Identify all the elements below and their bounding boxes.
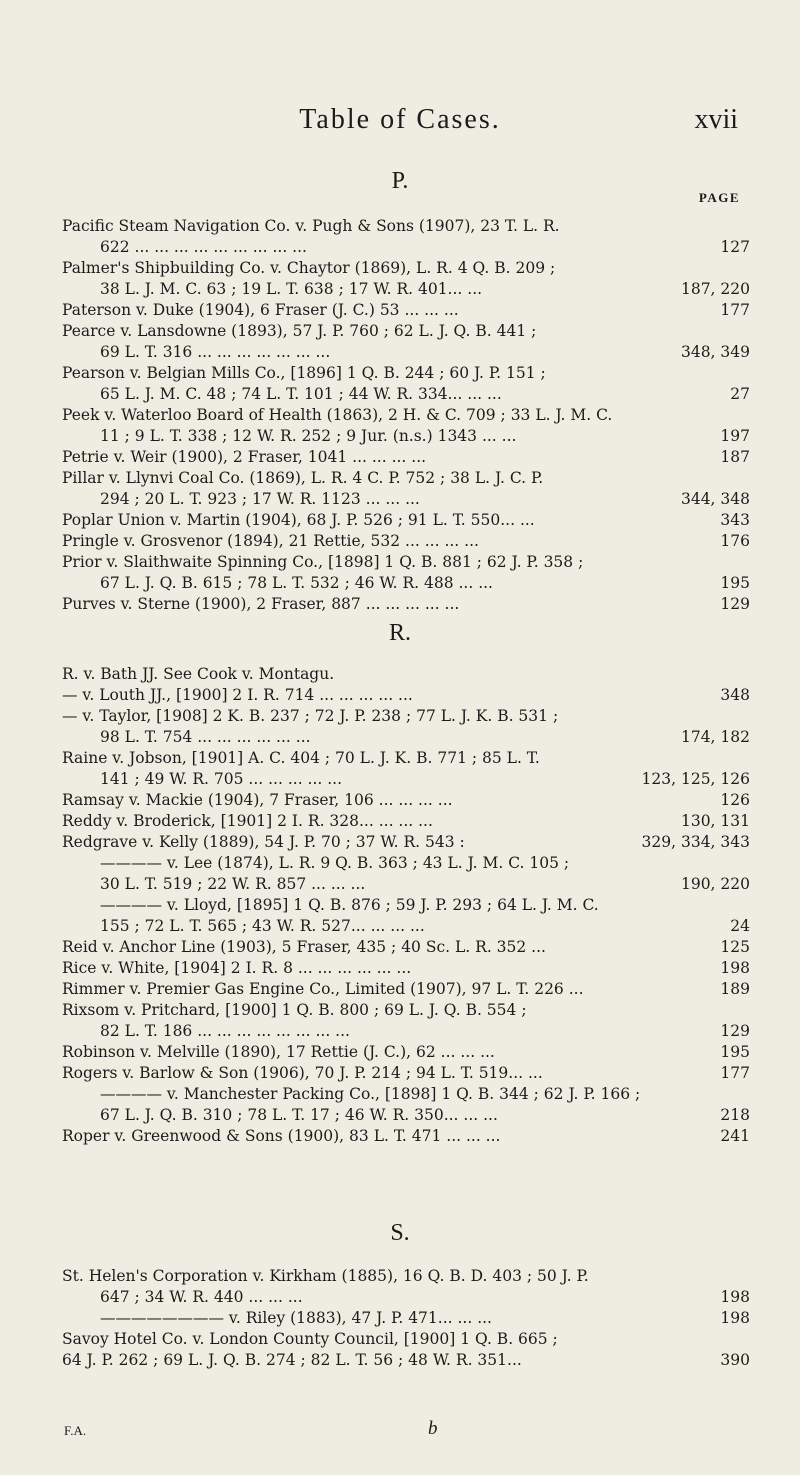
case-citation: Pringle v. Grosvenor (1894), 21 Rettie, 532 ... ... ... ... bbox=[62, 532, 479, 550]
case-citation: Prior v. Slaithwaite Spinning Co., [1898] 1 Q. B. 881 ; 62 J. P. 358 ; bbox=[62, 553, 584, 571]
case-entry-line bbox=[62, 300, 750, 321]
case-citation: 30 L. T. 519 ; 22 W. R. 857 ... ... ... bbox=[100, 875, 366, 893]
case-page-ref: 177 bbox=[720, 301, 750, 319]
case-entry-line bbox=[62, 937, 750, 958]
case-entry-line bbox=[62, 1063, 750, 1084]
case-page-ref: 27 bbox=[730, 385, 750, 403]
case-citation: Reddy v. Broderick, [1901] 2 I. R. 328... ... ... ... bbox=[62, 812, 433, 830]
case-entry-line bbox=[62, 727, 750, 748]
case-page-ref: 190, 220 bbox=[680, 875, 750, 893]
case-citation: R. v. Bath JJ. See Cook v. Montagu. bbox=[62, 665, 335, 683]
case-citation: — v. Louth JJ., [1900] 2 I. R. 714 ... ... ... ... ... bbox=[62, 686, 413, 704]
case-entry-line bbox=[62, 958, 750, 979]
case-page-ref: 390 bbox=[720, 1351, 750, 1369]
case-page-ref: 343 bbox=[720, 511, 750, 529]
case-entry-line bbox=[62, 1126, 750, 1147]
case-entry-line bbox=[62, 237, 750, 258]
case-entry-line bbox=[62, 706, 750, 727]
case-entry-line bbox=[62, 1000, 750, 1021]
case-citation: Raine v. Jobson, [1901] A. C. 404 ; 70 L. J. K. B. 771 ; 85 L. T. bbox=[62, 749, 540, 767]
case-citation: 98 L. T. 754 ... ... ... ... ... ... bbox=[100, 728, 311, 746]
case-entry-line bbox=[62, 321, 750, 342]
case-citation: 38 L. J. M. C. 63 ; 19 L. T. 638 ; 17 W. R. 401... ... bbox=[100, 280, 483, 298]
case-entry-line bbox=[62, 552, 750, 573]
case-page-ref: 241 bbox=[720, 1127, 750, 1145]
case-citation: Rogers v. Barlow & Son (1906), 70 J. P. 214 ; 94 L. T. 519... ... bbox=[62, 1064, 543, 1082]
running-title: Table of Cases. bbox=[299, 104, 501, 135]
case-entry-line bbox=[62, 426, 750, 447]
case-entry-line bbox=[62, 811, 750, 832]
case-entry-line bbox=[62, 447, 750, 468]
section-heading-r: R. bbox=[388, 620, 411, 646]
case-entry-line bbox=[62, 1287, 750, 1308]
case-page-ref: 187, 220 bbox=[680, 280, 750, 298]
case-page-ref: 329, 334, 343 bbox=[641, 833, 750, 851]
case-page-ref: 123, 125, 126 bbox=[641, 770, 750, 788]
case-page-ref: 130, 131 bbox=[680, 812, 750, 830]
case-citation: Reid v. Anchor Line (1903), 5 Fraser, 435 ; 40 Sc. L. R. 352 ... bbox=[62, 938, 546, 956]
case-page-ref: 129 bbox=[720, 1022, 750, 1040]
case-page-ref: 129 bbox=[720, 595, 750, 613]
case-citation: Poplar Union v. Martin (1904), 68 J. P. 526 ; 91 L. T. 550... ... bbox=[62, 511, 535, 529]
case-entry-line bbox=[62, 489, 750, 510]
case-entry-line bbox=[62, 510, 750, 531]
case-citation: 82 L. T. 186 ... ... ... ... ... ... ... ... bbox=[100, 1022, 350, 1040]
section-s-entries bbox=[62, 1266, 750, 1371]
case-citation: Pearson v. Belgian Mills Co., [1896] 1 Q. B. 244 ; 60 J. P. 151 ; bbox=[62, 364, 546, 382]
case-entry-line bbox=[62, 853, 750, 874]
case-page-ref: 348 bbox=[720, 686, 750, 704]
case-citation: Petrie v. Weir (1900), 2 Fraser, 1041 ... ... ... ... bbox=[62, 448, 427, 466]
case-entry-line bbox=[62, 384, 750, 405]
case-citation: Pacific Steam Navigation Co. v. Pugh & Sons (1907), 23 T. L. R. bbox=[62, 217, 560, 235]
case-entry-line bbox=[62, 664, 750, 685]
case-entry-line bbox=[62, 1350, 750, 1371]
case-page-ref: 174, 182 bbox=[680, 728, 750, 746]
case-citation: 141 ; 49 W. R. 705 ... ... ... ... ... bbox=[100, 770, 343, 788]
case-citation: 622 ... ... ... ... ... ... ... ... ... bbox=[100, 238, 307, 256]
case-entry-line bbox=[62, 1329, 750, 1350]
case-citation: 647 ; 34 W. R. 440 ... ... ... bbox=[100, 1288, 303, 1306]
case-citation: 294 ; 20 L. T. 923 ; 17 W. R. 1123 ... ... ... bbox=[100, 490, 420, 508]
section-heading-s: S. bbox=[390, 1220, 410, 1246]
case-citation: ———— v. Lloyd, [1895] 1 Q. B. 876 ; 59 J. P. 293 ; 64 L. J. M. C. bbox=[100, 896, 599, 914]
case-citation: 64 J. P. 262 ; 69 L. J. Q. B. 274 ; 82 L. T. 56 ; 48 W. R. 351... bbox=[62, 1351, 522, 1369]
case-citation: ———————— v. Riley (1883), 47 J. P. 471... ... ... bbox=[100, 1309, 492, 1327]
case-citation: Roper v. Greenwood & Sons (1900), 83 L. T. 471 ... ... ... bbox=[62, 1127, 501, 1145]
case-entry-line bbox=[62, 216, 750, 237]
case-entry-line bbox=[62, 874, 750, 895]
case-entry-line bbox=[62, 895, 750, 916]
case-page-ref: 127 bbox=[720, 238, 750, 256]
signature-mark: b bbox=[428, 1418, 438, 1439]
case-citation: Savoy Hotel Co. v. London County Council, [1900] 1 Q. B. 665 ; bbox=[62, 1330, 558, 1348]
case-page-ref: 197 bbox=[720, 427, 750, 445]
case-page-ref: 195 bbox=[720, 574, 750, 592]
case-page-ref: 126 bbox=[720, 791, 750, 809]
case-page-ref: 198 bbox=[720, 1288, 750, 1306]
case-entry-line bbox=[62, 748, 750, 769]
case-citation: Pillar v. Llynvi Coal Co. (1869), L. R. 4 C. P. 752 ; 38 L. J. C. P. bbox=[62, 469, 544, 487]
case-entry-line bbox=[62, 1084, 750, 1105]
case-entry-line bbox=[62, 405, 750, 426]
case-entry-line bbox=[62, 342, 750, 363]
case-citation: 69 L. T. 316 ... ... ... ... ... ... ... bbox=[100, 343, 331, 361]
case-citation: 67 L. J. Q. B. 310 ; 78 L. T. 17 ; 46 W. R. 350... ... ... bbox=[100, 1106, 498, 1124]
case-citation: — v. Taylor, [1908] 2 K. B. 237 ; 72 J. P. 238 ; 77 L. J. K. B. 531 ; bbox=[62, 707, 559, 725]
case-entry-line bbox=[62, 832, 750, 853]
case-page-ref: 189 bbox=[720, 980, 750, 998]
case-citation: Palmer's Shipbuilding Co. v. Chaytor (1869), L. R. 4 Q. B. 209 ; bbox=[62, 259, 556, 277]
case-citation: St. Helen's Corporation v. Kirkham (1885), 16 Q. B. D. 403 ; 50 J. P. bbox=[62, 1267, 589, 1285]
signature-left: F.A. bbox=[64, 1423, 87, 1438]
page-column-label: PAGE bbox=[698, 190, 740, 205]
case-page-ref: 218 bbox=[720, 1106, 750, 1124]
case-citation: Purves v. Sterne (1900), 2 Fraser, 887 ... ... ... ... ... bbox=[62, 595, 460, 613]
case-entry-line bbox=[62, 769, 750, 790]
case-page-ref: 187 bbox=[720, 448, 750, 466]
case-entry-line bbox=[62, 531, 750, 552]
case-citation: Ramsay v. Mackie (1904), 7 Fraser, 106 ... ... ... ... bbox=[62, 791, 453, 809]
section-heading-p: P. bbox=[391, 168, 409, 194]
case-entry-line bbox=[62, 979, 750, 1000]
page-number: xvii bbox=[694, 104, 738, 135]
case-page-ref: 125 bbox=[720, 938, 750, 956]
case-citation: ———— v. Lee (1874), L. R. 9 Q. B. 363 ; 43 L. J. M. C. 105 ; bbox=[100, 854, 570, 872]
case-entry-line bbox=[62, 363, 750, 384]
case-entry-line bbox=[62, 1042, 750, 1063]
case-entry-line bbox=[62, 1266, 750, 1287]
case-citation: 67 L. J. Q. B. 615 ; 78 L. T. 532 ; 46 W. R. 488 ... ... bbox=[100, 574, 493, 592]
case-citation: 11 ; 9 L. T. 338 ; 12 W. R. 252 ; 9 Jur. (n.s.) 1343 ... ... bbox=[100, 427, 517, 445]
case-page-ref: 348, 349 bbox=[680, 343, 750, 361]
case-citation: Rice v. White, [1904] 2 I. R. 8 ... ... ... ... ... ... bbox=[62, 959, 412, 977]
case-citation: Rimmer v. Premier Gas Engine Co., Limited (1907), 97 L. T. 226 ... bbox=[62, 980, 584, 998]
case-citation: Paterson v. Duke (1904), 6 Fraser (J. C.) 53 ... ... ... bbox=[62, 301, 459, 319]
case-page-ref: 344, 348 bbox=[680, 490, 750, 508]
case-citation: 155 ; 72 L. T. 565 ; 43 W. R. 527... ... ... ... bbox=[100, 917, 425, 935]
section-r-entries bbox=[62, 664, 750, 1147]
case-entry-line bbox=[62, 594, 750, 615]
case-citation: Peek v. Waterloo Board of Health (1863), 2 H. & C. 709 ; 33 L. J. M. C. bbox=[62, 406, 613, 424]
case-citation: Rixsom v. Pritchard, [1900] 1 Q. B. 800 ; 69 L. J. Q. B. 554 ; bbox=[62, 1001, 527, 1019]
case-entry-line bbox=[62, 1021, 750, 1042]
case-page-ref: 198 bbox=[720, 959, 750, 977]
case-page-ref: 176 bbox=[720, 532, 750, 550]
case-citation: Redgrave v. Kelly (1889), 54 J. P. 70 ; 37 W. R. 543 : bbox=[62, 833, 465, 851]
case-entry-line bbox=[62, 279, 750, 300]
case-entry-line bbox=[62, 1308, 750, 1329]
case-page-ref: 24 bbox=[730, 917, 750, 935]
case-page-ref: 195 bbox=[720, 1043, 750, 1061]
case-citation: Pearce v. Lansdowne (1893), 57 J. P. 760 ; 62 L. J. Q. B. 441 ; bbox=[62, 322, 537, 340]
case-entry-line bbox=[62, 1105, 750, 1126]
case-citation: 65 L. J. M. C. 48 ; 74 L. T. 101 ; 44 W. R. 334... ... ... bbox=[100, 385, 502, 403]
case-entry-line bbox=[62, 685, 750, 706]
case-citation: ———— v. Manchester Packing Co., [1898] 1 Q. B. 344 ; 62 J. P. 166 ; bbox=[100, 1085, 641, 1103]
case-entry-line bbox=[62, 916, 750, 937]
case-entry-line bbox=[62, 790, 750, 811]
case-entry-line bbox=[62, 573, 750, 594]
section-p-entries bbox=[62, 216, 750, 615]
case-page-ref: 177 bbox=[720, 1064, 750, 1082]
case-citation: Robinson v. Melville (1890), 17 Rettie (J. C.), 62 ... ... ... bbox=[62, 1043, 495, 1061]
case-entry-line bbox=[62, 258, 750, 279]
case-entry-line bbox=[62, 468, 750, 489]
case-page-ref: 198 bbox=[720, 1309, 750, 1327]
